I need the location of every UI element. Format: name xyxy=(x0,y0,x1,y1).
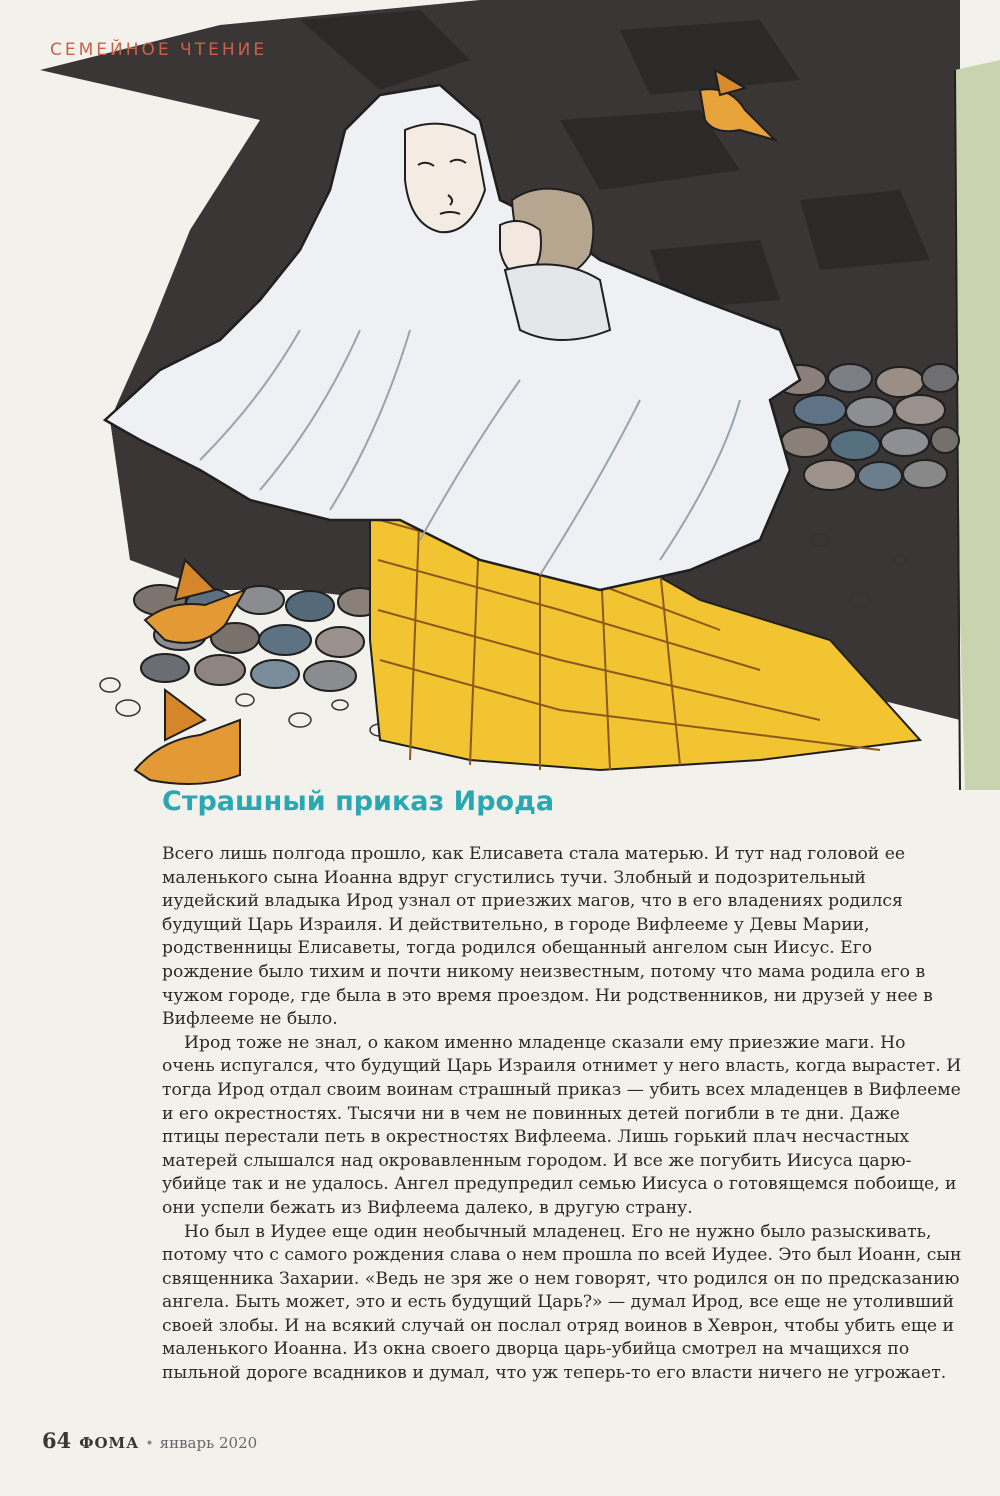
child-body xyxy=(505,264,610,340)
article-title: Страшный приказ Ирода xyxy=(162,786,555,817)
section-label: СЕМЕЙНОЕ ЧТЕНИЕ xyxy=(50,40,268,60)
wall-right xyxy=(955,60,1000,790)
paragraph-1: Всего лишь полгода прошло, как Елисавета стала матерью. И тут над головой ее маленького сына Иоанна вдруг сгустились тучи. Злобный и подозрительный иудейский владыка Ирод узнал от приезжих магов, что в его владениях родился будущий Царь Израиля. И действительно, в городе Вифлееме у Девы Марии, родственницы Елисаветы, тогда родился обещанный ангелом сын Иисус. Его рождение было тихим и почти никому неизвестным, потому что мама родила его в чужом городе, где была в это время проездом. Ни родственников, ни друзей у нее в Вифлееме не было. xyxy=(162,844,933,1030)
article-body xyxy=(162,843,962,1386)
page-number: 64 xyxy=(42,1428,72,1453)
mary-face xyxy=(405,124,485,233)
paragraph-3: Но был в Иудее еще один необычный младенец. Его не нужно было разыскивать, потому что с самого рождения слава о нем прошла по всей Иудее. Это был Иоанн, сын священника Захарии. «Ведь не зря же о нем говорят, что родился он по предсказанию ангела. Быть может, это и есть будущий Царь?» — думал Ирод, все еще не утоливший своей злобы. И на всякий случай он послал отряд воинов в Хеврон, чтобы убить еще и маленького Иоанна. Из окна своего дворца царь-убийца смотрел на мчащихся по пыльной дороге всадников и думал, что уж теперь-то его власти ничего не угрожает. xyxy=(162,1221,962,1384)
issue-date: январь 2020 xyxy=(159,1434,258,1452)
paragraph-2: Ирод тоже не знал, о каком именно младенце сказали ему приезжие маги. Но очень испугался, что будущий Царь Израиля отнимет у него власть, когда вырастет. И тогда Ирод отдал своим воинам страшный приказ — убить всех младенцев в Вифлееме и его окрестностях. Тысячи ни в чем не повинных детей погибли в те дни. Даже птицы перестали петь в окрестностях Вифлеема. Лишь горький плач несчастных матерей слышался над окровавленным городом. И все же погубить Иисуса царю-убийце так и не удалось. Ангел предупредил семью Иисуса о готовящемся побоище, и они успели бежать из Вифлеема далеко, в другую страну. xyxy=(162,1032,962,1218)
page-footer xyxy=(42,1428,257,1453)
magazine-name: ФОМА xyxy=(79,1434,140,1452)
footer-separator: • xyxy=(145,1436,154,1452)
bird-left-lower xyxy=(135,690,240,784)
